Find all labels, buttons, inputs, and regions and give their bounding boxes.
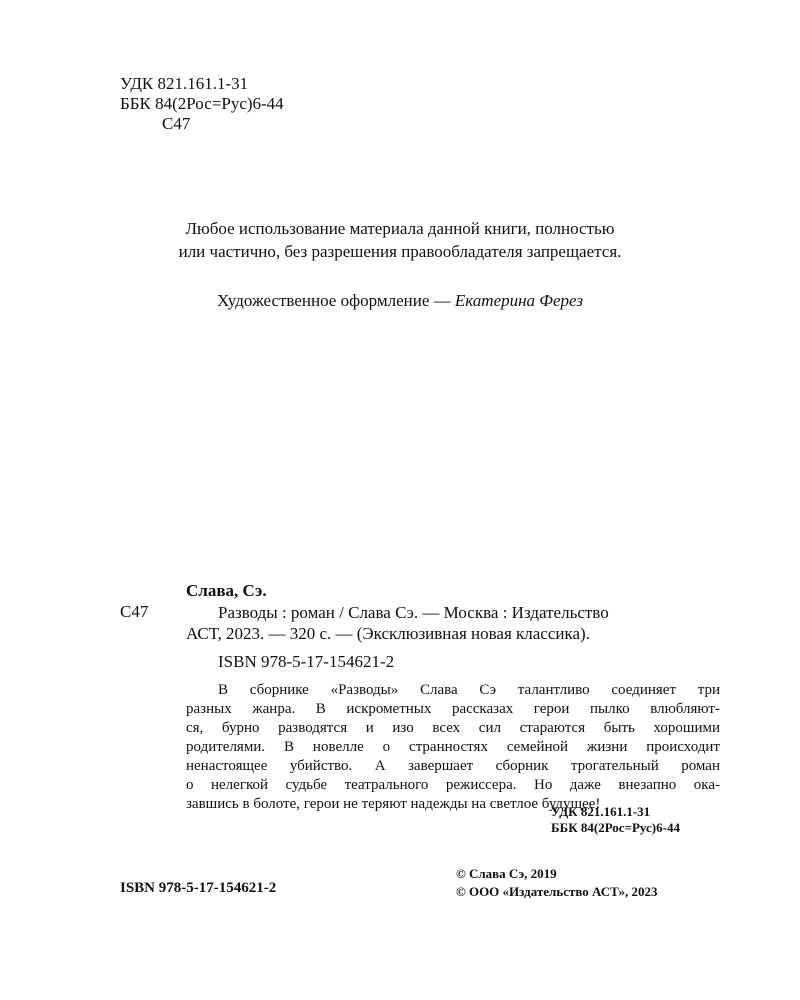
bibliographic-description — [186, 602, 720, 644]
udk-code-bottom: УДК 821.161.1-31 — [551, 804, 651, 819]
footer-isbn: ISBN 978-5-17-154621-2 — [120, 880, 277, 896]
annotation-line: ненастоящее убийство. А завершает сборник трогательный роман — [186, 758, 720, 774]
copyright-notice — [60, 217, 740, 263]
record-isbn: ISBN 978-5-17-154621-2 — [218, 652, 395, 671]
classification-codes — [120, 74, 284, 134]
bbk-code: ББК 84(2Рос=Рус)6-44 — [120, 94, 284, 113]
annotation-line: разных жанра. В искрометных рассказах герои пылко влюбляют- — [186, 701, 720, 717]
copyright-publisher: © ООО «Издательство АСТ», 2023 — [456, 884, 658, 899]
copyright-author: © Слава Сэ, 2019 — [456, 866, 557, 881]
bibliographic-line: Разводы : роман / Слава Сэ. — Москва : Издательство — [218, 603, 609, 622]
annotation — [186, 681, 720, 814]
bibliographic-line: АСТ, 2023. — 320 с. — (Эксклюзивная новая классика). — [186, 624, 590, 643]
record-author-mark: С47 — [120, 602, 149, 621]
design-credit-label: Художественное оформление — — [217, 291, 455, 310]
annotation-line: родителями. В новелле о странностях семейной жизни происходит — [186, 739, 720, 755]
annotation-line: ся, бурно разводятся и изо всех сил стараются быть хорошими — [186, 720, 720, 736]
bbk-code-bottom: ББК 84(2Рос=Рус)6-44 — [551, 820, 680, 835]
annotation-line: завшись в болоте, герои не теряют надежды на светлое будущее! — [186, 796, 601, 812]
copyright-notice-line: или частично, без разрешения правообладателя запрещается. — [178, 242, 622, 261]
design-credit — [60, 291, 740, 311]
annotation-line: о нелегкой судьбе театрального режиссера. Но даже внезапно ока- — [186, 777, 720, 793]
udk-code: УДК 821.161.1-31 — [120, 74, 249, 93]
copyright-notice-line: Любое использование материала данной книги, полностью — [185, 219, 615, 238]
classification-codes-bottom — [551, 804, 680, 836]
author-mark: С47 — [162, 114, 191, 133]
record-author: Слава, Сэ. — [186, 581, 267, 600]
design-credit-artist: Екатерина Ферез — [454, 291, 583, 310]
copyright-holders — [456, 865, 658, 901]
annotation-line: В сборнике «Разводы» Слава Сэ талантливо соединяет три — [218, 682, 720, 698]
